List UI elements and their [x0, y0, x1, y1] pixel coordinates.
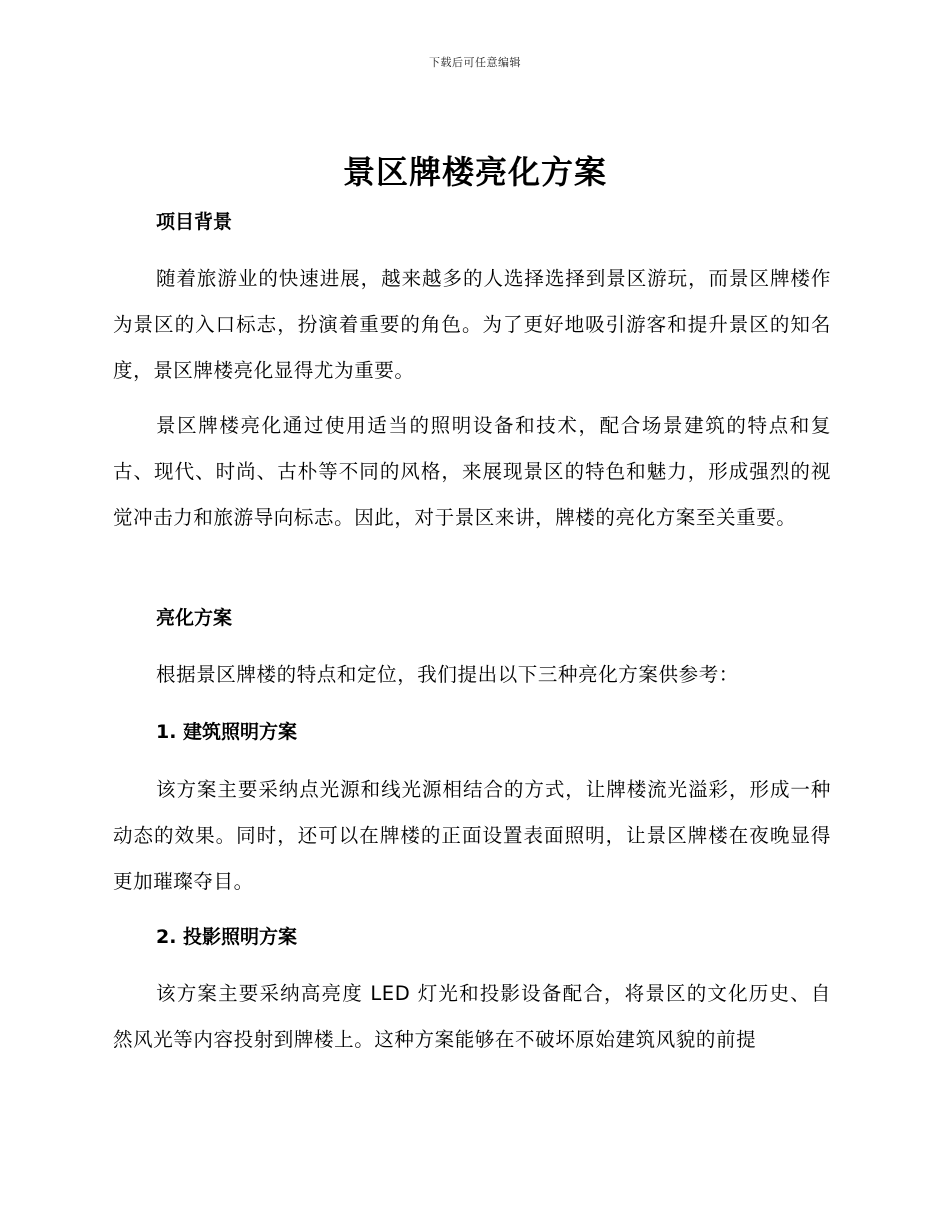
paragraph-plan-1: 该方案主要采纳点光源和线光源相结合的方式，让牌楼流光溢彩，形成一种动态的效果。同时，还可以在牌楼的正面设置表面照明，让景区牌楼在夜晚显得更加璀璨夺目。 — [113, 778, 831, 893]
paragraph-background-2: 景区牌楼亮化通过使用适当的照明设备和技术，配合场景建筑的特点和复古、现代、时尚、古朴等不同的风格，来展现景区的特色和魅力，形成强烈的视觉冲击力和旅游导向标志。因此，对于景区来讲，牌楼的亮化方案至关重要。 — [113, 414, 831, 529]
section-heading-plan-2: 2. 投影照明方案 — [156, 926, 298, 948]
document-title: 景区牌楼亮化方案 — [342, 153, 607, 191]
paragraph-background-1: 随着旅游业的快速进展，越来越多的人选择选择到景区游玩，而景区牌楼作为景区的入口标志，扮演着重要的角色。为了更好地吸引游客和提升景区的知名度，景区牌楼亮化显得尤为重要。 — [113, 267, 831, 382]
header-note: 下载后可任意编辑 — [429, 56, 521, 69]
section-heading-background: 项目背景 — [156, 211, 233, 233]
section-heading-plan: 亮化方案 — [156, 607, 233, 629]
section-heading-plan-1: 1. 建筑照明方案 — [156, 721, 298, 743]
paragraph-plan-intro: 根据景区牌楼的特点和定位，我们提出以下三种亮化方案供参考： — [156, 663, 739, 686]
paragraph-plan-2: 该方案主要采纳高亮度 LED 灯光和投影设备配合，将景区的文化历史、自然风光等内容投射到牌楼上。这种方案能够在不破坏原始建筑风貌的前提 — [113, 982, 831, 1051]
